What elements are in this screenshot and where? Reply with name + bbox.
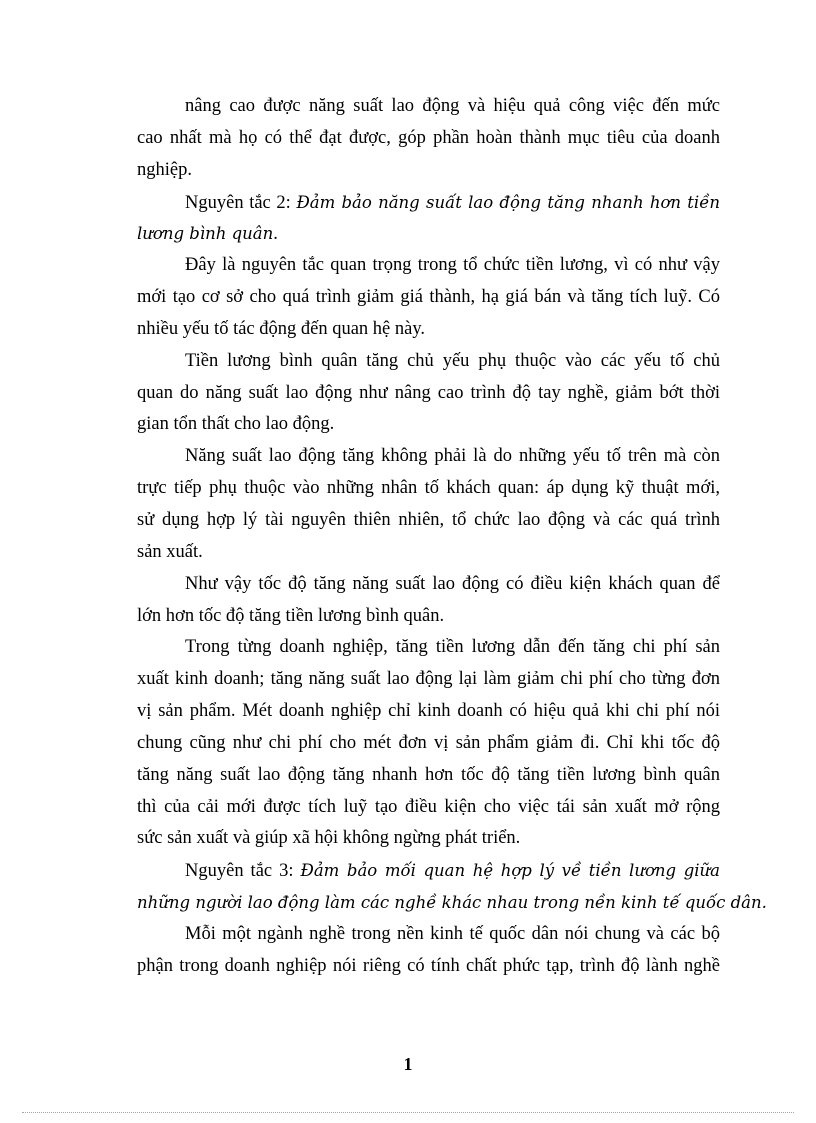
text-line — [137, 441, 720, 473]
text-line — [137, 123, 720, 155]
line-text: mới tạo cơ sở cho quá trình giảm giá thành, hạ giá bán và tăng tích luỹ. Có — [137, 287, 720, 308]
line-text: Trong từng doanh nghiệp, tăng tiền lương dẫn đến tăng chi phí sản — [185, 637, 720, 658]
text-line — [137, 91, 720, 123]
text-line — [137, 409, 720, 441]
text-line — [137, 792, 720, 824]
italic-principle-text: những người lao động làm các nghề khác nhau trong nền kinh tế quốc dân. — [137, 893, 767, 913]
line-text: nghiệp. — [137, 159, 192, 180]
line-text: xuất kinh doanh; tăng năng suất lao động lại làm giảm chi phí cho từng đơn — [137, 669, 720, 690]
text-line — [137, 282, 720, 314]
text-line — [137, 664, 720, 696]
line-text: sử dụng hợp lý tài nguyên thiên nhiên, tổ chức lao động và các quá trình — [137, 509, 720, 530]
text-line — [137, 569, 720, 601]
italic-principle-text: Đảm bảo năng suất lao động tăng nhanh hơn tiền — [296, 192, 720, 212]
text-line — [137, 378, 720, 410]
document-body — [137, 91, 767, 983]
text-line — [137, 250, 720, 282]
italic-principle-text: lương bình quân — [137, 224, 274, 244]
line-text: chung cũng như chi phí cho mét đơn vị sản phẩm giảm đi. Chỉ khi tốc độ — [137, 732, 720, 753]
italic-principle-text: Đảm bảo mối quan hệ hợp lý về tiền lương giữa — [300, 861, 720, 881]
text-line — [137, 823, 720, 855]
line-text: sản xuất. — [137, 541, 203, 562]
line-text: Như vậy tốc độ tăng năng suất lao động có điều kiện khách quan để — [185, 573, 720, 594]
line-text: Nguyên tắc 2: — [185, 192, 297, 213]
line-text: Tiền lương bình quân tăng chủ yếu phụ thuộc vào các yếu tố chủ — [185, 350, 720, 371]
text-line — [137, 505, 720, 537]
text-line — [137, 632, 720, 664]
text-line — [137, 537, 720, 569]
text-line — [137, 696, 720, 728]
line-text: sức sản xuất và giúp xã hội không ngừng phát triển. — [137, 828, 521, 849]
line-text: tăng năng suất lao động tăng nhanh hơn tốc độ tăng tiền lương bình quân — [137, 764, 720, 785]
line-text: trực tiếp phụ thuộc vào những nhân tố khách quan: áp dụng kỹ thuật mới, — [137, 478, 720, 499]
line-text: thì của cải mới được tích luỹ tạo điều kiện cho việc tái sản xuất mở rộng — [137, 796, 720, 817]
text-line — [137, 346, 720, 378]
text-line — [137, 951, 720, 983]
line-text: cao nhất mà họ có thể đạt được, góp phần hoàn thành mục tiêu của doanh — [137, 127, 720, 148]
text-line — [137, 473, 720, 505]
page-number: 1 — [403, 1054, 413, 1074]
line-text: nâng cao được năng suất lao động và hiệu quả công việc đến mức — [185, 96, 720, 116]
text-line — [137, 919, 720, 951]
text-line — [137, 218, 720, 250]
text-line — [137, 314, 720, 346]
line-text: Nguyên tắc 3: — [185, 861, 301, 882]
text-line — [137, 887, 767, 919]
line-text: lớn hơn tốc độ tăng tiền lương bình quân. — [137, 605, 445, 626]
page-footer-divider — [22, 1112, 794, 1113]
text-line — [137, 187, 720, 219]
text-line — [137, 760, 720, 792]
line-text: gian tổn thất cho lao động. — [137, 414, 335, 435]
line-text: vị sản phẩm. Mét doanh nghiệp chỉ kinh doanh có hiệu quả khi chi phí nói — [137, 701, 720, 722]
line-text: Đây là nguyên tắc quan trọng trong tổ chức tiền lương, vì có như vậy — [185, 255, 720, 276]
text-line — [137, 155, 720, 187]
line-text: Năng suất lao động tăng không phải là do những yếu tố trên mà còn — [185, 446, 720, 467]
line-text: Mỗi một ngành nghề trong nền kinh tế quốc dân nói chung và các bộ — [185, 923, 720, 944]
line-text: quan do năng suất lao động như nâng cao trình độ tay nghề, giảm bớt thời — [137, 382, 720, 403]
text-line — [137, 855, 720, 887]
text-line — [137, 728, 720, 760]
line-tail: . — [273, 224, 278, 245]
line-text: nhiều yếu tố tác động đến quan hệ này. — [137, 318, 426, 339]
text-line — [137, 601, 720, 633]
line-text: phận trong doanh nghiệp nói riêng có tính chất phức tạp, trình độ lành nghề — [137, 955, 720, 976]
